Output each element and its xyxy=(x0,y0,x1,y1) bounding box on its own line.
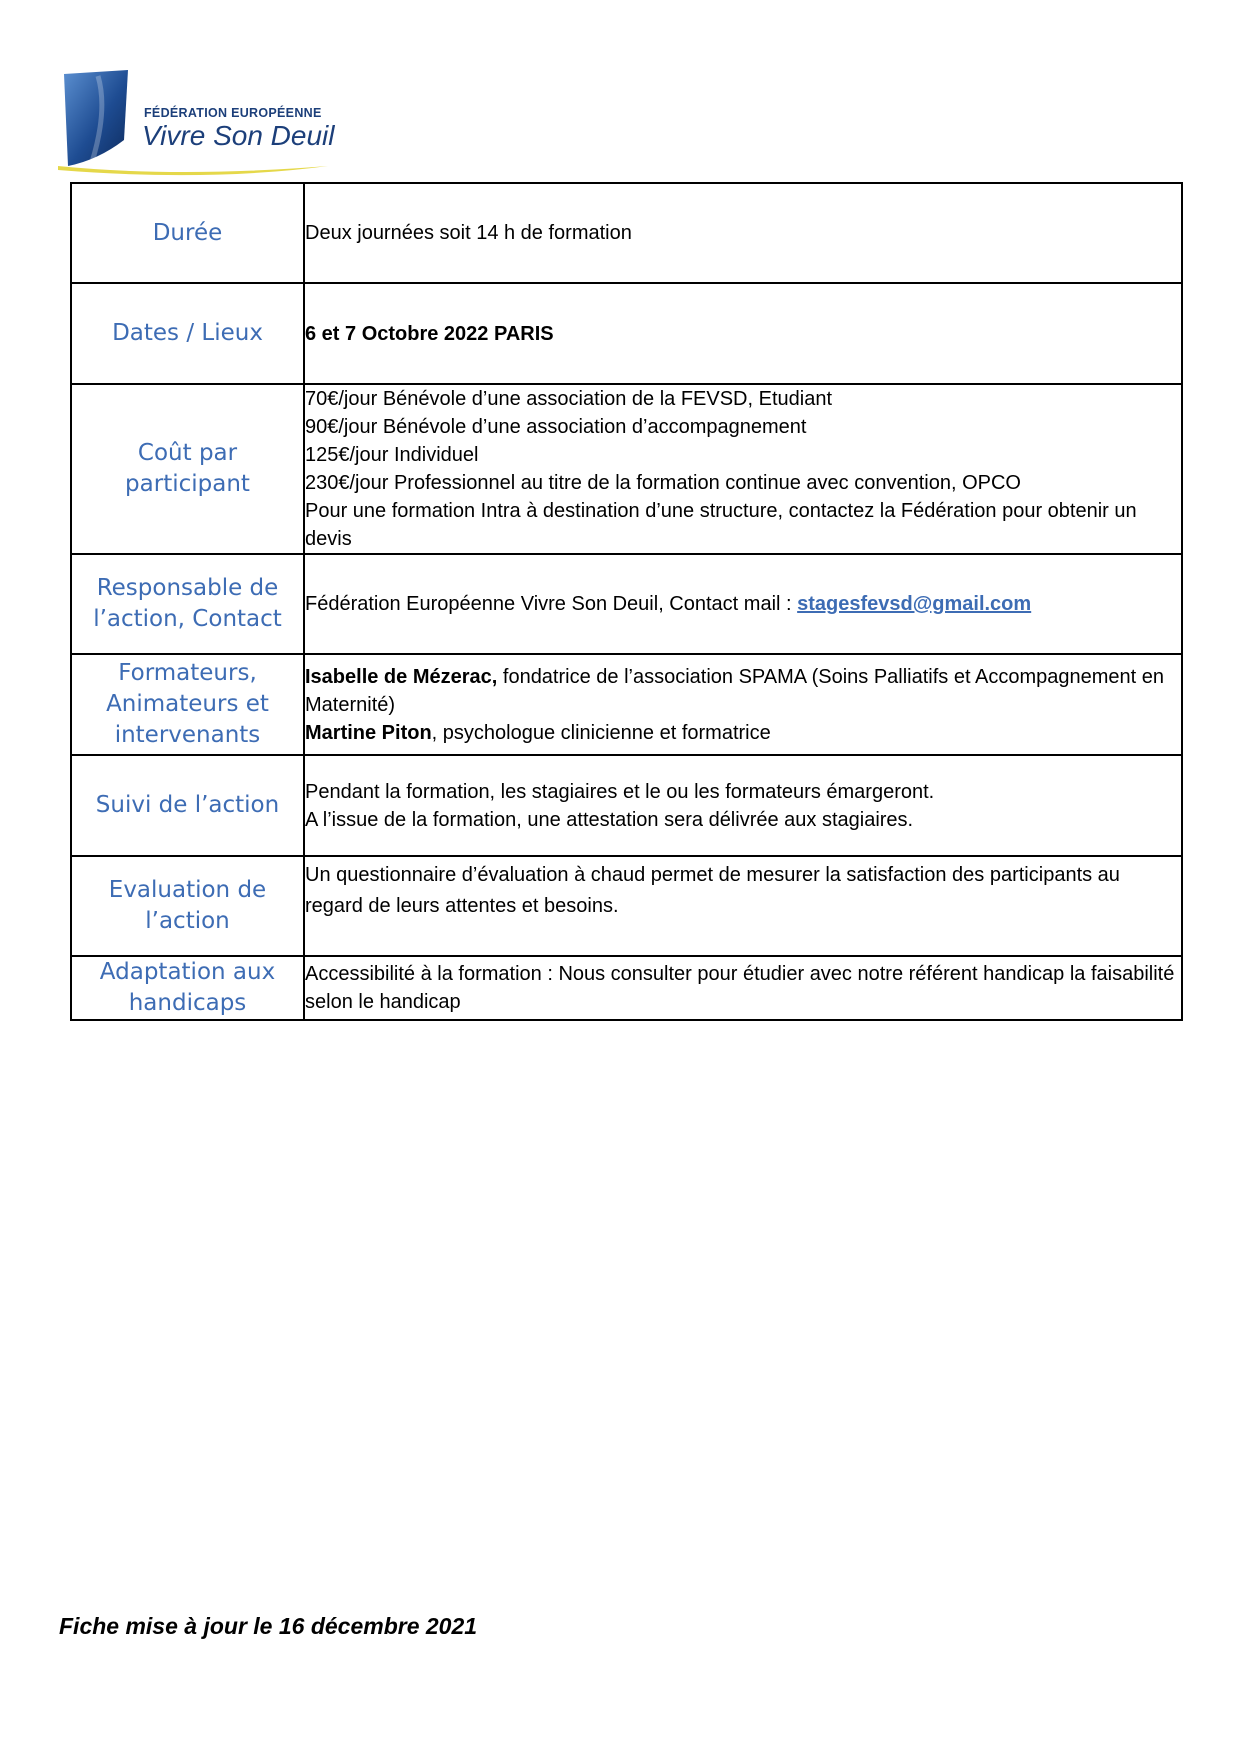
label-dates: Dates / Lieux xyxy=(71,283,304,384)
trainer-1-name: Isabelle de Mézerac, xyxy=(305,665,498,688)
trainer-2-name: Martine Piton xyxy=(305,721,432,744)
table-row-dates xyxy=(71,283,1182,384)
contact-text: Fédération Européenne Vivre Son Deuil, Contact mail : xyxy=(305,593,798,615)
label-evaluation: Evaluation de l’action xyxy=(71,856,304,956)
price-line: 90€/jour Bénévole d’une association d’accompagnement xyxy=(305,416,807,438)
price-line: 125€/jour Individuel xyxy=(305,444,479,466)
price-note: Pour une formation Intra à destination d’une structure, contactez la Fédération pour obtenir un devis xyxy=(305,500,1137,550)
suivi-line: A l’issue de la formation, une attestation sera délivrée aux stagiaires. xyxy=(305,808,914,831)
table-row-suivi xyxy=(71,755,1182,856)
table-row-formateurs xyxy=(71,654,1182,755)
federation-logo xyxy=(58,70,348,182)
table-row-evaluation xyxy=(71,856,1182,956)
table-row-duree xyxy=(71,183,1182,283)
value-formateurs xyxy=(304,654,1182,755)
label-responsable: Responsable de l’action, Contact xyxy=(71,554,304,654)
contact-email-link[interactable]: stagesfevsd@gmail.com xyxy=(797,593,1032,615)
table-row-responsable xyxy=(71,554,1182,654)
logo-org-name: Vivre Son Deuil xyxy=(142,120,335,151)
value-suivi xyxy=(304,755,1182,856)
suivi-line: Pendant la formation, les stagiaires et le ou les formateurs émargeront. xyxy=(305,780,935,803)
trainer-2-desc: , psychologue clinicienne et formatrice xyxy=(431,721,771,744)
table-row-adaptation xyxy=(71,956,1182,1020)
label-formateurs: Formateurs, Animateurs et intervenants xyxy=(71,654,304,755)
value-cout xyxy=(304,384,1182,554)
price-line: 70€/jour Bénévole d’une association de la FEVSD, Etudiant xyxy=(305,388,833,410)
trainer-1-desc: fondatrice de l’association SPAMA (Soins Palliatifs et Accompagnement en Maternité) xyxy=(305,665,1164,716)
price-line: 230€/jour Professionnel au titre de la formation continue avec convention, OPCO xyxy=(305,472,1021,494)
update-date-footer: Fiche mise à jour le 16 décembre 2021 xyxy=(59,1613,478,1639)
label-duree: Durée xyxy=(71,183,304,283)
label-cout: Coût par participant xyxy=(71,384,304,554)
label-adaptation: Adaptation aux handicaps xyxy=(71,956,304,1020)
table-row-cout xyxy=(71,384,1182,554)
trainer-2 xyxy=(305,719,1181,747)
value-dates: 6 et 7 Octobre 2022 PARIS xyxy=(304,283,1182,384)
logo-org-line: FÉDÉRATION EUROPÉENNE xyxy=(144,106,322,120)
training-info-table xyxy=(70,182,1183,1021)
trainer-1 xyxy=(305,663,1181,719)
label-suivi: Suivi de l’action xyxy=(71,755,304,856)
value-responsable xyxy=(304,554,1182,654)
value-duree: Deux journées soit 14 h de formation xyxy=(304,183,1182,283)
value-evaluation: Un questionnaire d’évaluation à chaud permet de mesurer la satisfaction des participants au regard de leurs attentes et besoins. xyxy=(304,856,1182,956)
value-adaptation: Accessibilité à la formation : Nous consulter pour étudier avec notre référent handicap la faisabilité selon le handicap xyxy=(304,956,1182,1020)
